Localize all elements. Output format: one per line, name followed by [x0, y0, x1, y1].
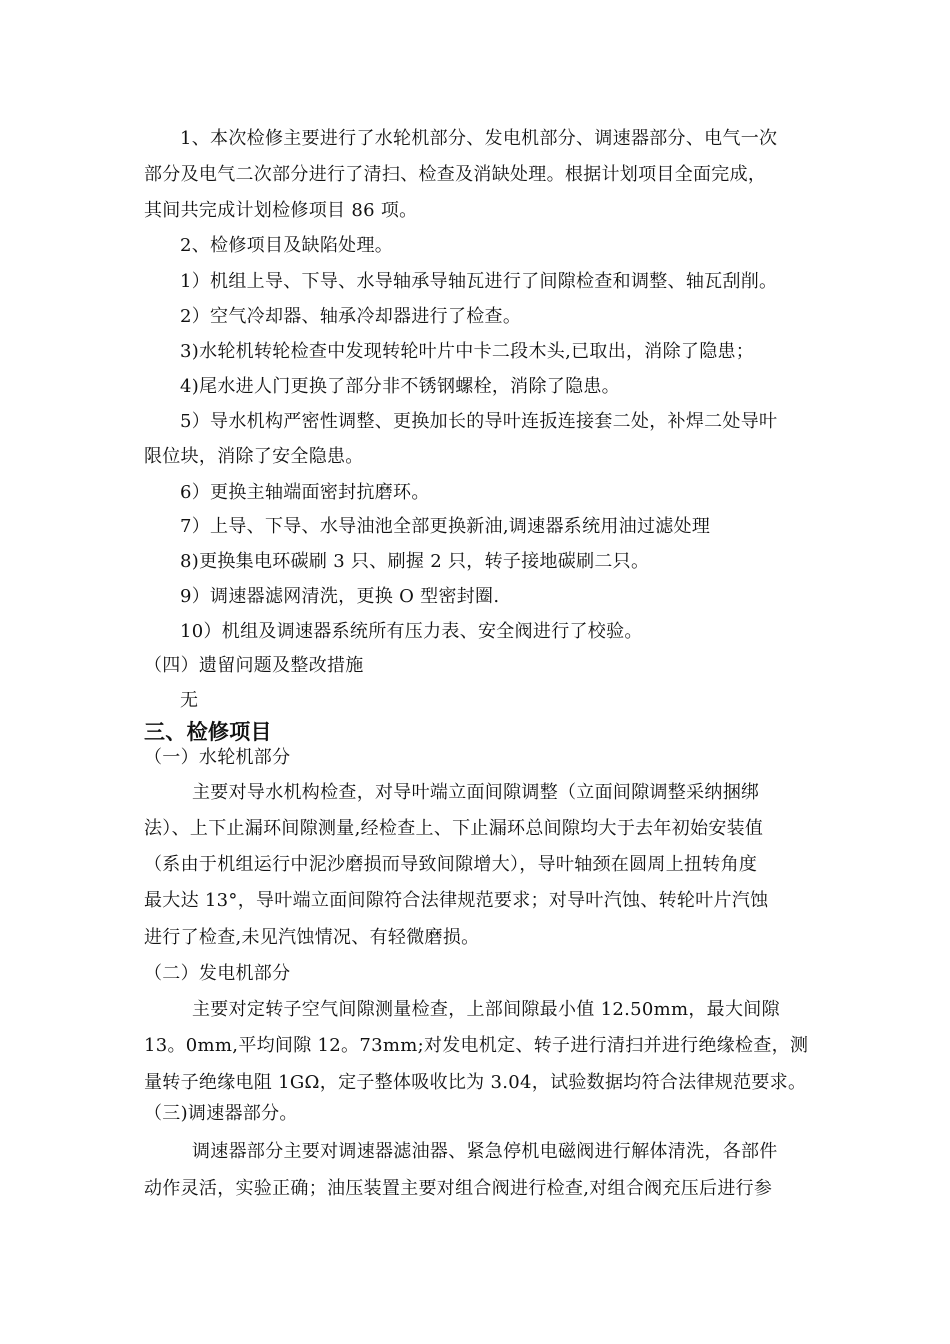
text-line: 进行了检查,未见汽蚀情况、有轻微磨损。 — [144, 927, 480, 948]
text-line: 主要对导水机构检查，对导叶端立面间隙调整（立面间隙调整采纳捆绑 — [192, 782, 760, 803]
text-line: （系由于机组运行中泥沙磨损而导致间隙增大），导叶轴颈在圆周上扭转角度 — [144, 854, 758, 875]
subsection-heading: （四）遗留问题及整改措施 — [144, 655, 364, 676]
text-line: 法）、上下止漏环间隙测量,经检查上、下止漏环总间隙均大于去年初始安装值 — [144, 818, 764, 839]
text-line: 最大达 13°，导叶端立面间隙符合法律规范要求；对导叶汽蚀、转轮叶片汽蚀 — [144, 890, 769, 911]
text-line: 3)水轮机转轮检查中发现转轮叶片中卡二段木头,已取出，消除了隐患； — [180, 341, 755, 362]
text-line: 2、检修项目及缺陷处理。 — [180, 235, 394, 256]
text-line: 1、本次检修主要进行了水轮机部分、发电机部分、调速器部分、电气一次 — [180, 128, 778, 149]
text-line: 1）机组上导、下导、水导轴承导轴瓦进行了间隙检查和调整、轴瓦刮削。 — [180, 271, 778, 292]
text-line: 2）空气冷却器、轴承冷却器进行了检查。 — [180, 306, 522, 327]
text-line: 13。0mm,平均间隙 12。73mm;对发电机定、转子进行清扫并进行绝缘检查，测 — [144, 1035, 809, 1056]
text-line: 7）上导、下导、水导油池全部更换新油,调速器系统用油过滤处理 — [180, 516, 711, 537]
text-line: 其间共完成计划检修项目 86 项。 — [144, 200, 418, 221]
text-line: 限位块，消除了安全隐患。 — [144, 446, 364, 467]
section-heading: 三、检修项目 — [144, 720, 272, 744]
subsection-heading: （二）发电机部分 — [144, 963, 291, 984]
text-line: 动作灵活，实验正确；油压装置主要对组合阀进行检查,对组合阀充压后进行参 — [144, 1178, 773, 1199]
text-line: 6）更换主轴端面密封抗磨环。 — [180, 482, 430, 503]
text-line: 调速器部分主要对调速器滤油器、紧急停机电磁阀进行解体清洗，各部件 — [192, 1141, 778, 1162]
subsection-heading: （一）水轮机部分 — [144, 747, 291, 768]
text-line: 主要对定转子空气间隙测量检查，上部间隙最小值 12.50mm，最大间隙 — [192, 999, 780, 1020]
text-line: 量转子绝缘电阻 1GΩ，定子整体吸收比为 3.04，试验数据均符合法律规范要求。 — [144, 1072, 807, 1093]
text-line: 部分及电气二次部分进行了清扫、检查及消缺处理。根据计划项目全面完成， — [144, 164, 767, 185]
text-line: 5）导水机构严密性调整、更换加长的导叶连扳连接套二处，补焊二处导叶 — [180, 411, 778, 432]
subsection-heading: （三)调速器部分。 — [144, 1103, 298, 1124]
text-line: 无 — [180, 690, 199, 711]
text-line: 8)更换集电环碳刷 3 只、刷握 2 只，转子接地碳刷二只。 — [180, 551, 650, 572]
text-line: 4)尾水进人门更换了部分非不锈钢螺栓，消除了隐患。 — [180, 376, 620, 397]
text-line: 10）机组及调速器系统所有压力表、安全阀进行了校验。 — [180, 621, 643, 642]
text-line: 9）调速器滤网清洗，更换 O 型密封圈. — [180, 586, 500, 607]
